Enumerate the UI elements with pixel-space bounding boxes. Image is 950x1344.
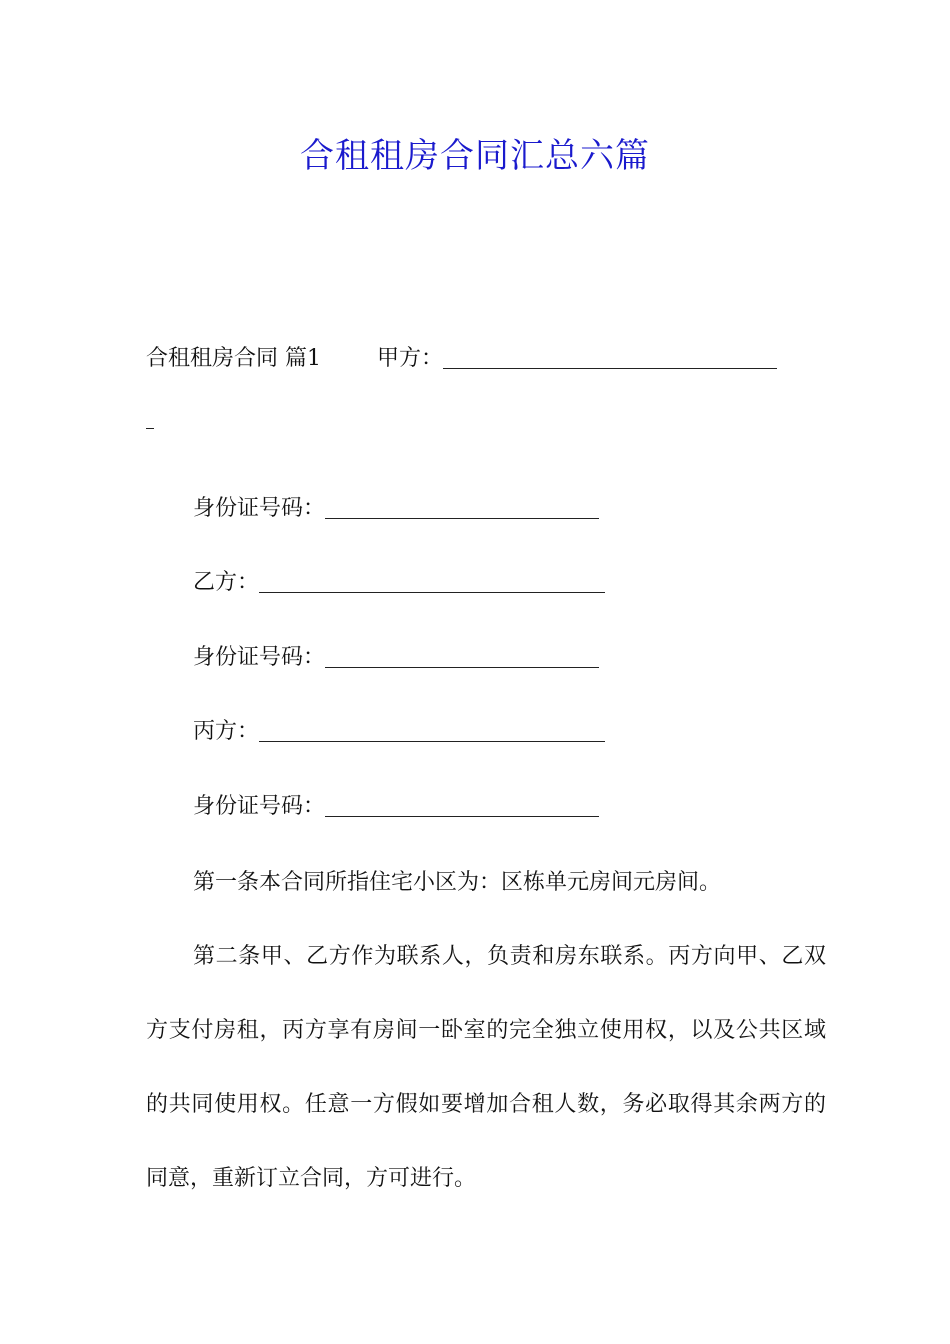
party-c-blank [259, 719, 605, 742]
id-c-line [193, 791, 599, 823]
party-b-blank [259, 570, 605, 593]
party-a-blank [443, 346, 777, 369]
party-c-label: 丙方： [193, 719, 260, 744]
id-c-blank [325, 794, 599, 817]
clause-2: 第二条甲、乙方作为联系人，负责和房东联系。丙方向甲、乙双方支付房租，丙方享有房间一卧室的完全独立使用权，以及公共区域的共同使用权。任意一方假如要增加合租人数，务必取得其余两方的同意，重新订立合同，方可进行。 [146, 944, 826, 1191]
party-b-line [193, 567, 605, 599]
party-a-label: 甲方： [377, 346, 444, 371]
id-a-blank [325, 496, 599, 519]
id-a-line [193, 493, 599, 525]
party-c-line [193, 716, 605, 748]
section-heading-line [146, 343, 777, 375]
id-c-label: 身份证号码： [193, 794, 326, 819]
id-b-line [193, 642, 599, 674]
id-a-label: 身份证号码： [193, 496, 326, 521]
id-b-label: 身份证号码： [193, 645, 326, 670]
party-b-label: 乙方： [193, 570, 260, 595]
party-a-blank-continuation [146, 428, 154, 429]
clause-1: 第一条本合同所指住宅小区为：区栋单元房间元房间。 [193, 870, 722, 895]
id-b-blank [325, 645, 599, 668]
section-label: 合租租房合同 篇1 [146, 346, 321, 371]
document-title: 合租租房合同汇总六篇 [300, 136, 650, 176]
